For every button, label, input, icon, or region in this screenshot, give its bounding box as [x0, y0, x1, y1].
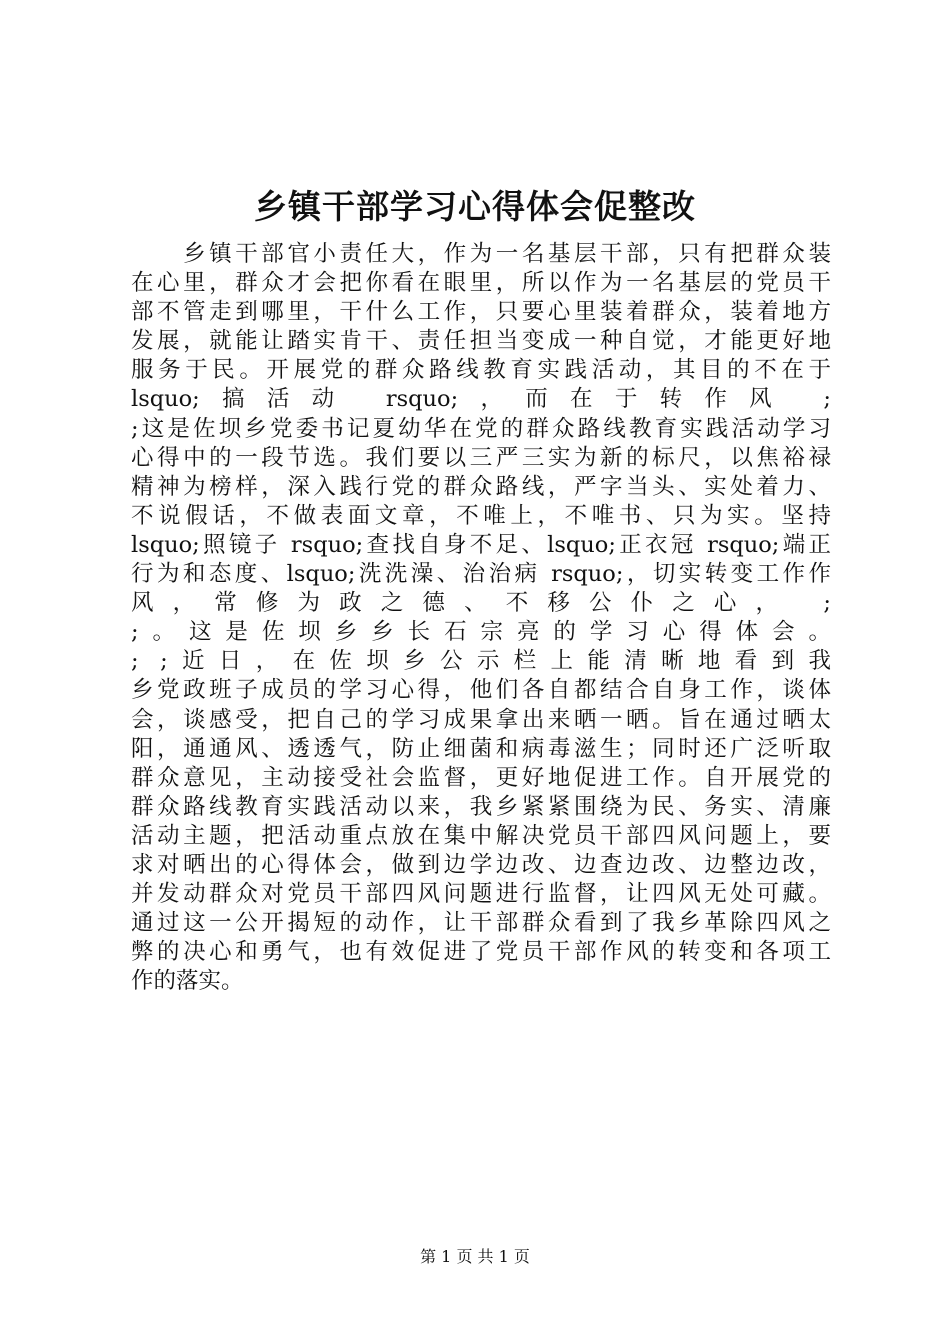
body-line: 行为和态度、lsquo;洗洗澡、治治病 rsquo;，切实转变工作作 [131, 561, 831, 588]
body-line: 会，谈感受，把自己的学习成果拿出来晒一晒。旨在通过晒太 [131, 706, 831, 733]
page-footer: 第 1 页 共 1 页 [420, 1247, 530, 1266]
body-line: 不说假话，不做表面文章，不唯上，不唯书、只为实。坚持 [131, 502, 831, 529]
body-line: 在心里，群众才会把你看在眼里，所以作为一名基层的党员干 [131, 270, 831, 297]
body-line: 乡党政班子成员的学习心得，他们各自都结合自身工作，谈体 [131, 677, 831, 704]
body-line: 弊的决心和勇气，也有效促进了党员干部作风的转变和各项工 [131, 939, 831, 966]
body-line: 通过这一公开揭短的动作，让干部群众看到了我乡革除四风之 [131, 910, 831, 937]
document-title: 乡镇干部学习心得体会促整改 [254, 187, 696, 226]
body-line: 服务于民。开展党的群众路线教育实践活动，其目的不在于 [131, 357, 831, 384]
body-line: 群众路线教育实践活动以来，我乡紧紧围绕为民、务实、清廉 [131, 793, 831, 820]
body-line: 阳，通通风、透透气，防止细菌和病毒滋生；同时还广泛听取 [131, 735, 831, 762]
body-line: 风，常修为政之德、不移公仆之心， ; [131, 590, 831, 617]
body-line: ;这是佐坝乡党委书记夏幼华在党的群众路线教育实践活动学习 [131, 415, 831, 442]
body-line: 作的落实。 [131, 968, 244, 995]
body-line: 群众意见，主动接受社会监督，更好地促进工作。自开展党的 [131, 764, 831, 791]
document-body [131, 240, 831, 996]
body-line: lsquo;搞活动 rsquo;，而在于转作风 ; [131, 386, 831, 413]
body-line: 部不管走到哪里，干什么工作，只要心里装着群众，装着地方 [131, 299, 831, 326]
body-line: ;。这是佐坝乡乡长石宗亮的学习心得体会。 [131, 619, 831, 646]
body-line: 发展，就能让踏实肯干、责任担当变成一种自觉，才能更好地 [131, 328, 831, 355]
body-line: ; ;近日，在佐坝乡公示栏上能清晰地看到我 [131, 648, 831, 675]
body-line: 并发动群众对党员干部四风问题进行监督，让四风无处可藏。 [131, 881, 831, 908]
body-line: 活动主题，把活动重点放在集中解决党员干部四风问题上，要 [131, 822, 831, 849]
body-line: 精神为榜样，深入践行党的群众路线，严字当头、实处着力、 [131, 473, 831, 500]
body-line: 乡镇干部官小责任大，作为一名基层干部，只有把群众装 [131, 241, 831, 267]
body-line: 求对晒出的心得体会，做到边学边改、边查边改、边整边改， [131, 851, 831, 878]
body-line: lsquo;照镜子 rsquo;查找自身不足、lsquo;正衣冠 rsquo;端正 [131, 531, 831, 558]
body-line: 心得中的一段节选。我们要以三严三实为新的标尺，以焦裕禄 [131, 444, 831, 471]
